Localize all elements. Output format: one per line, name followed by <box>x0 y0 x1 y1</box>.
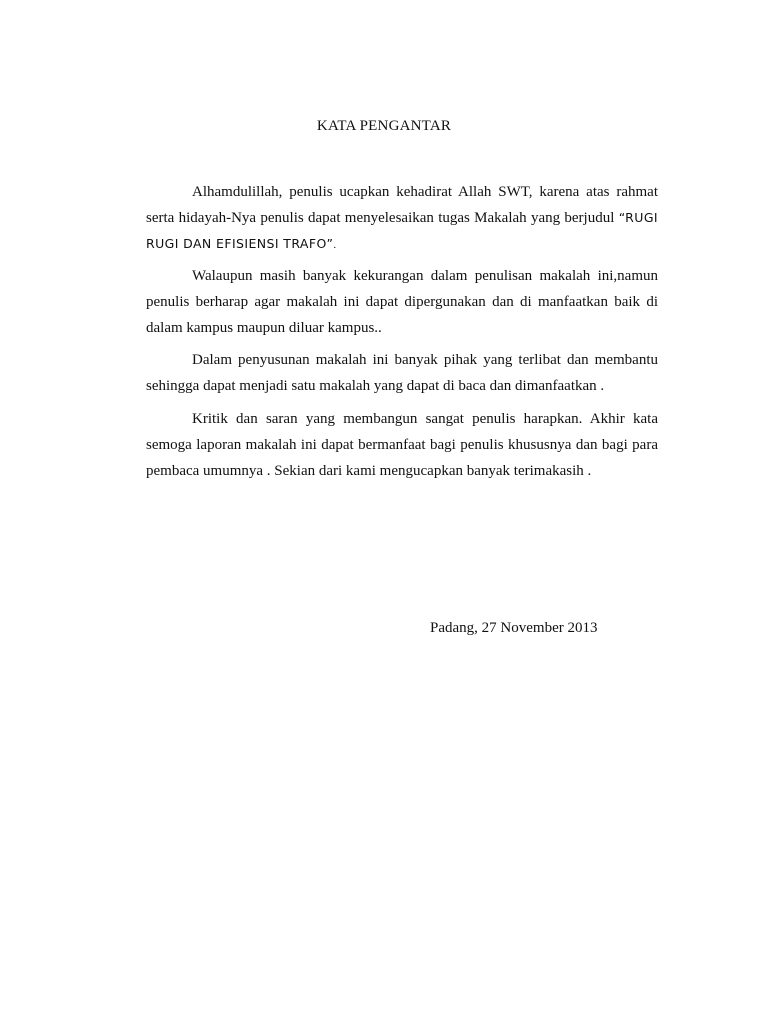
place-date: Padang, 27 November 2013 <box>430 620 598 636</box>
paragraph-acknowledgement: Dalam penyusunan makalah ini banyak pihak yang terlibat dan membantu sehingga dapat menjadi satu makalah yang dapat di baca dan dimanfaatkan . <box>146 352 658 394</box>
paragraph-shortcomings: Walaupun masih banyak kekurangan dalam penulisan makalah ini,namun penulis berharap agar makalah ini dapat dipergunakan dan di manfaatkan baik di dalam kampus maupun diluar kampus.. <box>146 268 658 336</box>
paragraph-opening <box>146 179 658 258</box>
paragraph-opening-end: . <box>333 239 337 251</box>
paper-title-quote: “RUGI RUGI DAN EFISIENSI TRAFO” <box>146 210 658 251</box>
page-title: KATA PENGANTAR <box>316 118 452 134</box>
paragraph-opening-text: Alhamdulillah, penulis ucapkan kehadirat Allah SWT, karena atas rahmat serta hidayah-Nya penulis dapat menyelesaikan tugas Makalah yang berjudul <box>146 184 658 226</box>
paragraph-closing: Kritik dan saran yang membangun sangat penulis harapkan. Akhir kata semoga laporan makalah ini dapat bermanfaat bagi penulis khususnya dan bagi para pembaca umumnya . Sekian dari kami mengucapkan banyak terimakasih . <box>146 411 658 479</box>
